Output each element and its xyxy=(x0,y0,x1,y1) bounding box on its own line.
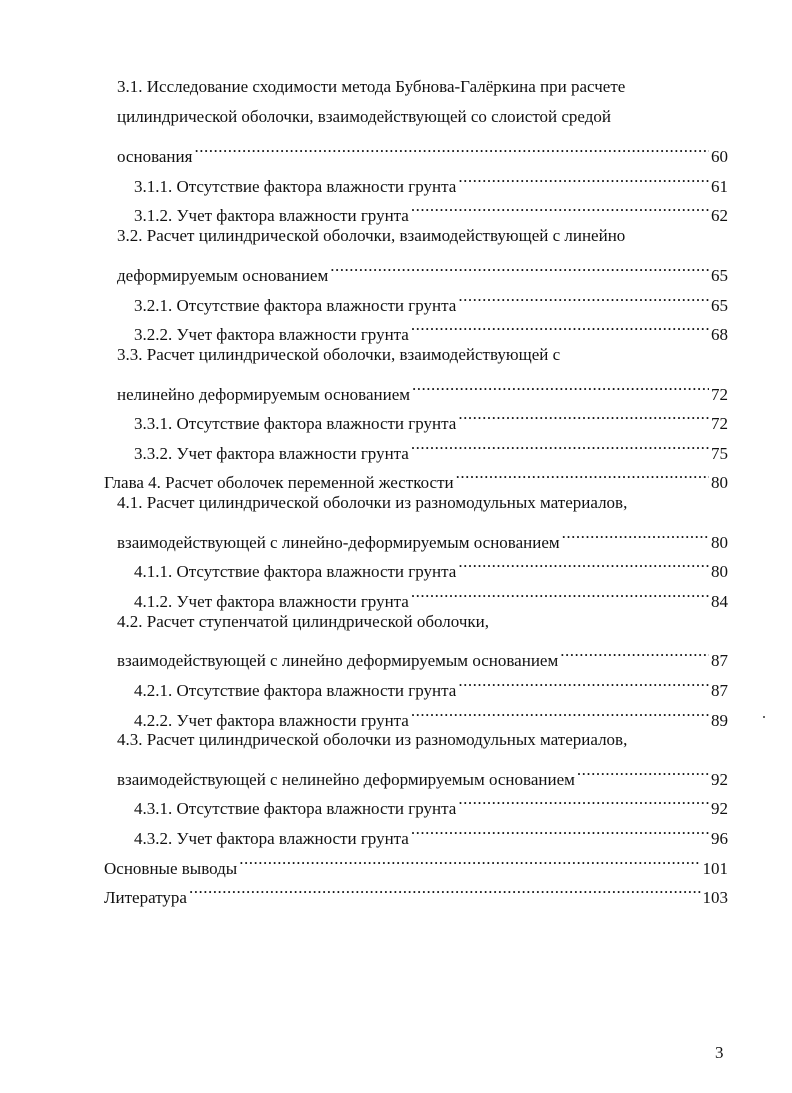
toc-text: нелинейно деформируемым основанием xyxy=(117,385,411,404)
toc-text: цилиндрической оболочки, взаимодействующей со слоистой средой xyxy=(117,107,611,126)
toc-text: взаимодействующей с нелинейно деформируемым основанием xyxy=(117,770,575,789)
toc-entry-4-2[interactable] xyxy=(117,636,728,670)
toc-text: 3.3.1. Отсутствие фактора влажности грунта xyxy=(134,414,457,433)
toc-text: 4.3.1. Отсутствие фактора влажности грунта xyxy=(134,799,457,818)
scan-speck xyxy=(763,716,765,718)
toc-text: Литература xyxy=(104,888,187,907)
toc-text: Основные выводы xyxy=(104,859,238,878)
toc-page-number: 61 xyxy=(711,177,728,196)
toc-entry-3-3-2[interactable] xyxy=(134,429,728,463)
toc-entry-4-2-2[interactable] xyxy=(134,696,728,730)
toc-text: 4.3. Расчет цилиндрической оболочки из разномодульных материалов, xyxy=(117,730,628,749)
toc-page-number: 92 xyxy=(711,799,728,818)
toc-text: 4.3.2. Учет фактора влажности грунта xyxy=(134,829,409,848)
toc-text: 3.1.2. Учет фактора влажности грунта xyxy=(134,206,409,225)
toc-entry-3-2-1[interactable] xyxy=(134,281,728,315)
page-number: 3 xyxy=(715,1043,724,1062)
toc-entry-4-3-1[interactable] xyxy=(134,784,728,818)
dot-leader xyxy=(458,399,709,429)
toc-entry-3-3[interactable] xyxy=(117,370,728,404)
toc-text: деформируемым основанием xyxy=(117,266,329,285)
toc-page-number: 65 xyxy=(711,296,728,315)
toc-page-number: 80 xyxy=(711,473,728,492)
dot-leader xyxy=(411,429,709,459)
dot-leader xyxy=(411,696,709,726)
toc-entry-4-1[interactable] xyxy=(117,518,728,552)
toc-text: 3.2.1. Отсутствие фактора влажности грунта xyxy=(134,296,457,315)
dot-leader xyxy=(458,547,709,577)
toc-text: взаимодействующей с линейно-деформируемым основанием xyxy=(117,533,560,552)
toc-text: 4.1. Расчет цилиндрической оболочки из разномодульных материалов, xyxy=(117,493,628,512)
toc-page-number: 72 xyxy=(711,385,728,404)
toc-page-number: 96 xyxy=(711,829,728,848)
toc-text: 3.2. Расчет цилиндрической оболочки, взаимодействующей с линейно xyxy=(117,226,626,245)
toc-text: 3.1. Исследование сходимости метода Бубнова-Галёркина при расчете xyxy=(117,77,626,96)
toc-entry-3-1-1[interactable] xyxy=(134,162,728,196)
toc-entry-conclusions[interactable] xyxy=(104,844,728,878)
toc-page-number: 103 xyxy=(702,888,728,907)
toc-page-number: 89 xyxy=(711,711,728,730)
toc-text: 4.2.2. Учет фактора влажности грунта xyxy=(134,711,409,730)
toc-page-number: 65 xyxy=(711,266,728,285)
dot-leader xyxy=(456,458,709,488)
toc-entry-4-3-line-1 xyxy=(117,725,717,755)
toc-entry-3-1[interactable] xyxy=(117,132,728,166)
toc-entry-4-3-2[interactable] xyxy=(134,814,728,848)
toc-text: 3.3.2. Учет фактора влажности грунта xyxy=(134,444,409,463)
toc-entry-4-1-1[interactable] xyxy=(134,547,728,581)
toc-entry-3-1-line-2 xyxy=(117,102,717,132)
toc-page-number: 80 xyxy=(711,533,728,552)
dot-leader xyxy=(412,370,709,400)
toc-entry-3-1-2[interactable] xyxy=(134,191,728,225)
toc-entry-3-2-line-1 xyxy=(117,221,717,251)
toc-text: Глава 4. Расчет оболочек переменной жесткости xyxy=(104,473,454,492)
toc-entry-4-1-line-1 xyxy=(117,488,717,518)
toc-page-number: 92 xyxy=(711,770,728,789)
toc-entry-4-2-1[interactable] xyxy=(134,666,728,700)
dot-leader xyxy=(458,784,709,814)
dot-leader xyxy=(577,755,709,785)
dot-leader xyxy=(411,191,709,221)
dot-leader xyxy=(560,636,709,666)
toc-page-number: 75 xyxy=(711,444,728,463)
toc-entry-3-1-line-1 xyxy=(117,72,717,102)
toc-entry-3-3-line-1 xyxy=(117,340,717,370)
toc-page-number: 84 xyxy=(711,592,728,611)
toc-text: взаимодействующей с линейно деформируемым основанием xyxy=(117,651,559,670)
toc-text: 3.3. Расчет цилиндрической оболочки, взаимодействующей с xyxy=(117,345,561,364)
dot-leader xyxy=(189,873,701,903)
dot-leader xyxy=(411,577,709,607)
toc-entry-chapter-4[interactable] xyxy=(104,458,728,492)
dot-leader xyxy=(194,132,709,162)
toc-page-number: 60 xyxy=(711,147,728,166)
toc-page-number: 68 xyxy=(711,325,728,344)
toc-text: 4.1.2. Учет фактора влажности грунта xyxy=(134,592,409,611)
toc-entry-3-2[interactable] xyxy=(117,251,728,285)
toc-text: 3.1.1. Отсутствие фактора влажности грунта xyxy=(134,177,457,196)
dot-leader xyxy=(562,518,709,548)
toc-page-number: 62 xyxy=(711,206,728,225)
dot-leader xyxy=(411,310,709,340)
toc-text: 4.2.1. Отсутствие фактора влажности грунта xyxy=(134,681,457,700)
toc-entry-4-3[interactable] xyxy=(117,755,728,789)
toc-text: 3.2.2. Учет фактора влажности грунта xyxy=(134,325,409,344)
toc-page-number: 80 xyxy=(711,562,728,581)
toc-page-number: 72 xyxy=(711,414,728,433)
toc-entry-3-3-1[interactable] xyxy=(134,399,728,433)
toc-text: основания xyxy=(117,147,193,166)
toc-entry-3-2-2[interactable] xyxy=(134,310,728,344)
dot-leader xyxy=(239,844,700,874)
toc-entry-4-1-2[interactable] xyxy=(134,577,728,611)
toc-entry-4-2-line-1 xyxy=(117,607,717,637)
dot-leader xyxy=(458,281,709,311)
dot-leader xyxy=(458,162,709,192)
toc-entry-references[interactable] xyxy=(104,873,728,907)
toc-page-number: 87 xyxy=(711,651,728,670)
dot-leader xyxy=(411,814,709,844)
toc-text: 4.1.1. Отсутствие фактора влажности грунта xyxy=(134,562,457,581)
dot-leader xyxy=(330,251,709,281)
toc-text: 4.2. Расчет ступенчатой цилиндрической оболочки, xyxy=(117,612,489,631)
toc-page-number: 87 xyxy=(711,681,728,700)
toc-page-number: 101 xyxy=(702,859,728,878)
dot-leader xyxy=(458,666,709,696)
